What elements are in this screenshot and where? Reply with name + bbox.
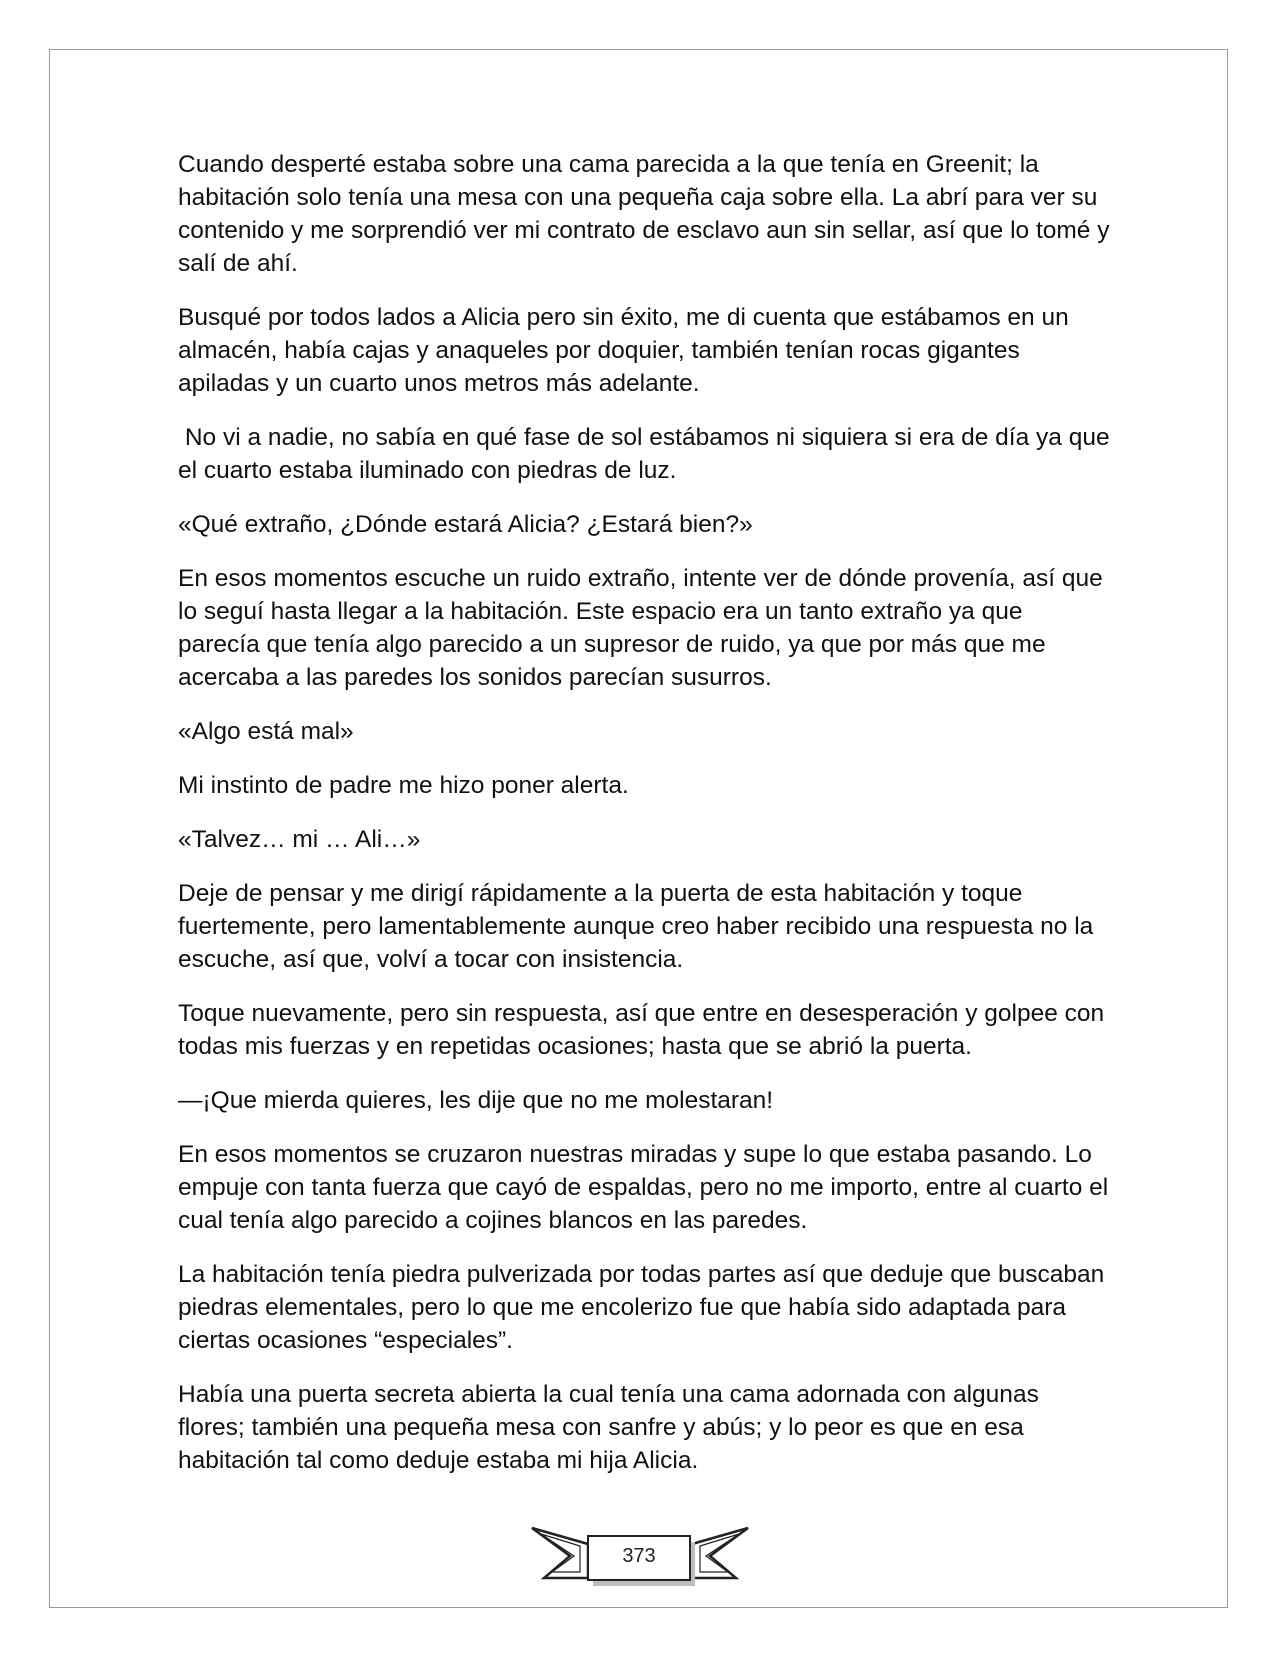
paragraph: Cuando desperté estaba sobre una cama parecida a la que tenía en Greenit; la habitación solo tenía una mesa con una pequeña caja sobre ella. La abrí para ver su contenido y me sorprendió ver mi contrato de esclavo aun sin sellar, así que lo tomé y salí de ahí. <box>178 151 1110 277</box>
paragraph: Había una puerta secreta abierta la cual tenía una cama adornada con algunas flores; también una pequeña mesa con sanfre y abús; y lo peor es que en esa habitación tal como deduje estaba mi hija Alicia. <box>178 1381 1039 1474</box>
paragraph: Deje de pensar y me dirigí rápidamente a la puerta de esta habitación y toque fuertemente, pero lamentablemente aunque creo haber recibido una respuesta no la escuche, así que, volví a tocar con insistencia. <box>178 880 1094 973</box>
paragraph: Busqué por todos lados a Alicia pero sin éxito, me di cuenta que estábamos en un almacén, había cajas y anaqueles por doquier, también tenían rocas gigantes apiladas y un cuarto unos metros más adelante. <box>178 304 1069 397</box>
paragraph: —¡Que mierda quieres, les dije que no me molestaran! <box>178 1087 774 1114</box>
paragraph: «Algo está mal» <box>178 718 354 745</box>
paragraph: En esos momentos se cruzaron nuestras miradas y supe lo que estaba pasando. Lo empuje con tanta fuerza que cayó de espaldas, pero no me importo, entre al cuarto el cual tenía algo parecido a cojines blancos en las paredes. <box>178 1141 1109 1234</box>
paragraph: En esos momentos escuche un ruido extraño, intente ver de dónde provenía, así que lo seguí hasta llegar a la habitación. Este espacio era un tanto extraño ya que parecía que tenía algo parecido a un supresor de ruido, ya que por más que me acercaba a las paredes los sonidos parecían susurros. <box>178 565 1103 691</box>
paragraph: «Qué extraño, ¿Dónde estará Alicia? ¿Estará bien?» <box>178 511 753 538</box>
page-body-text <box>178 148 1117 1498</box>
page-number: 373 <box>622 1545 656 1567</box>
paragraph: La habitación tenía piedra pulverizada por todas partes así que deduje que buscaban piedras elementales, pero lo que me encolerizo fue que había sido adaptada para ciertas ocasiones “especiales”. <box>178 1261 1105 1354</box>
paragraph: No vi a nadie, no sabía en qué fase de sol estábamos ni siquiera si era de día ya que el cuarto estaba iluminado con piedras de luz. <box>178 424 1117 484</box>
paragraph: Toque nuevamente, pero sin respuesta, así que entre en desesperación y golpee con todas mis fuerzas y en repetidas ocasiones; hasta que se abrió la puerta. <box>178 1000 1105 1060</box>
paragraph: Mi instinto de padre me hizo poner alerta. <box>178 772 629 799</box>
paragraph: «Talvez… mi … Ali…» <box>178 826 421 853</box>
